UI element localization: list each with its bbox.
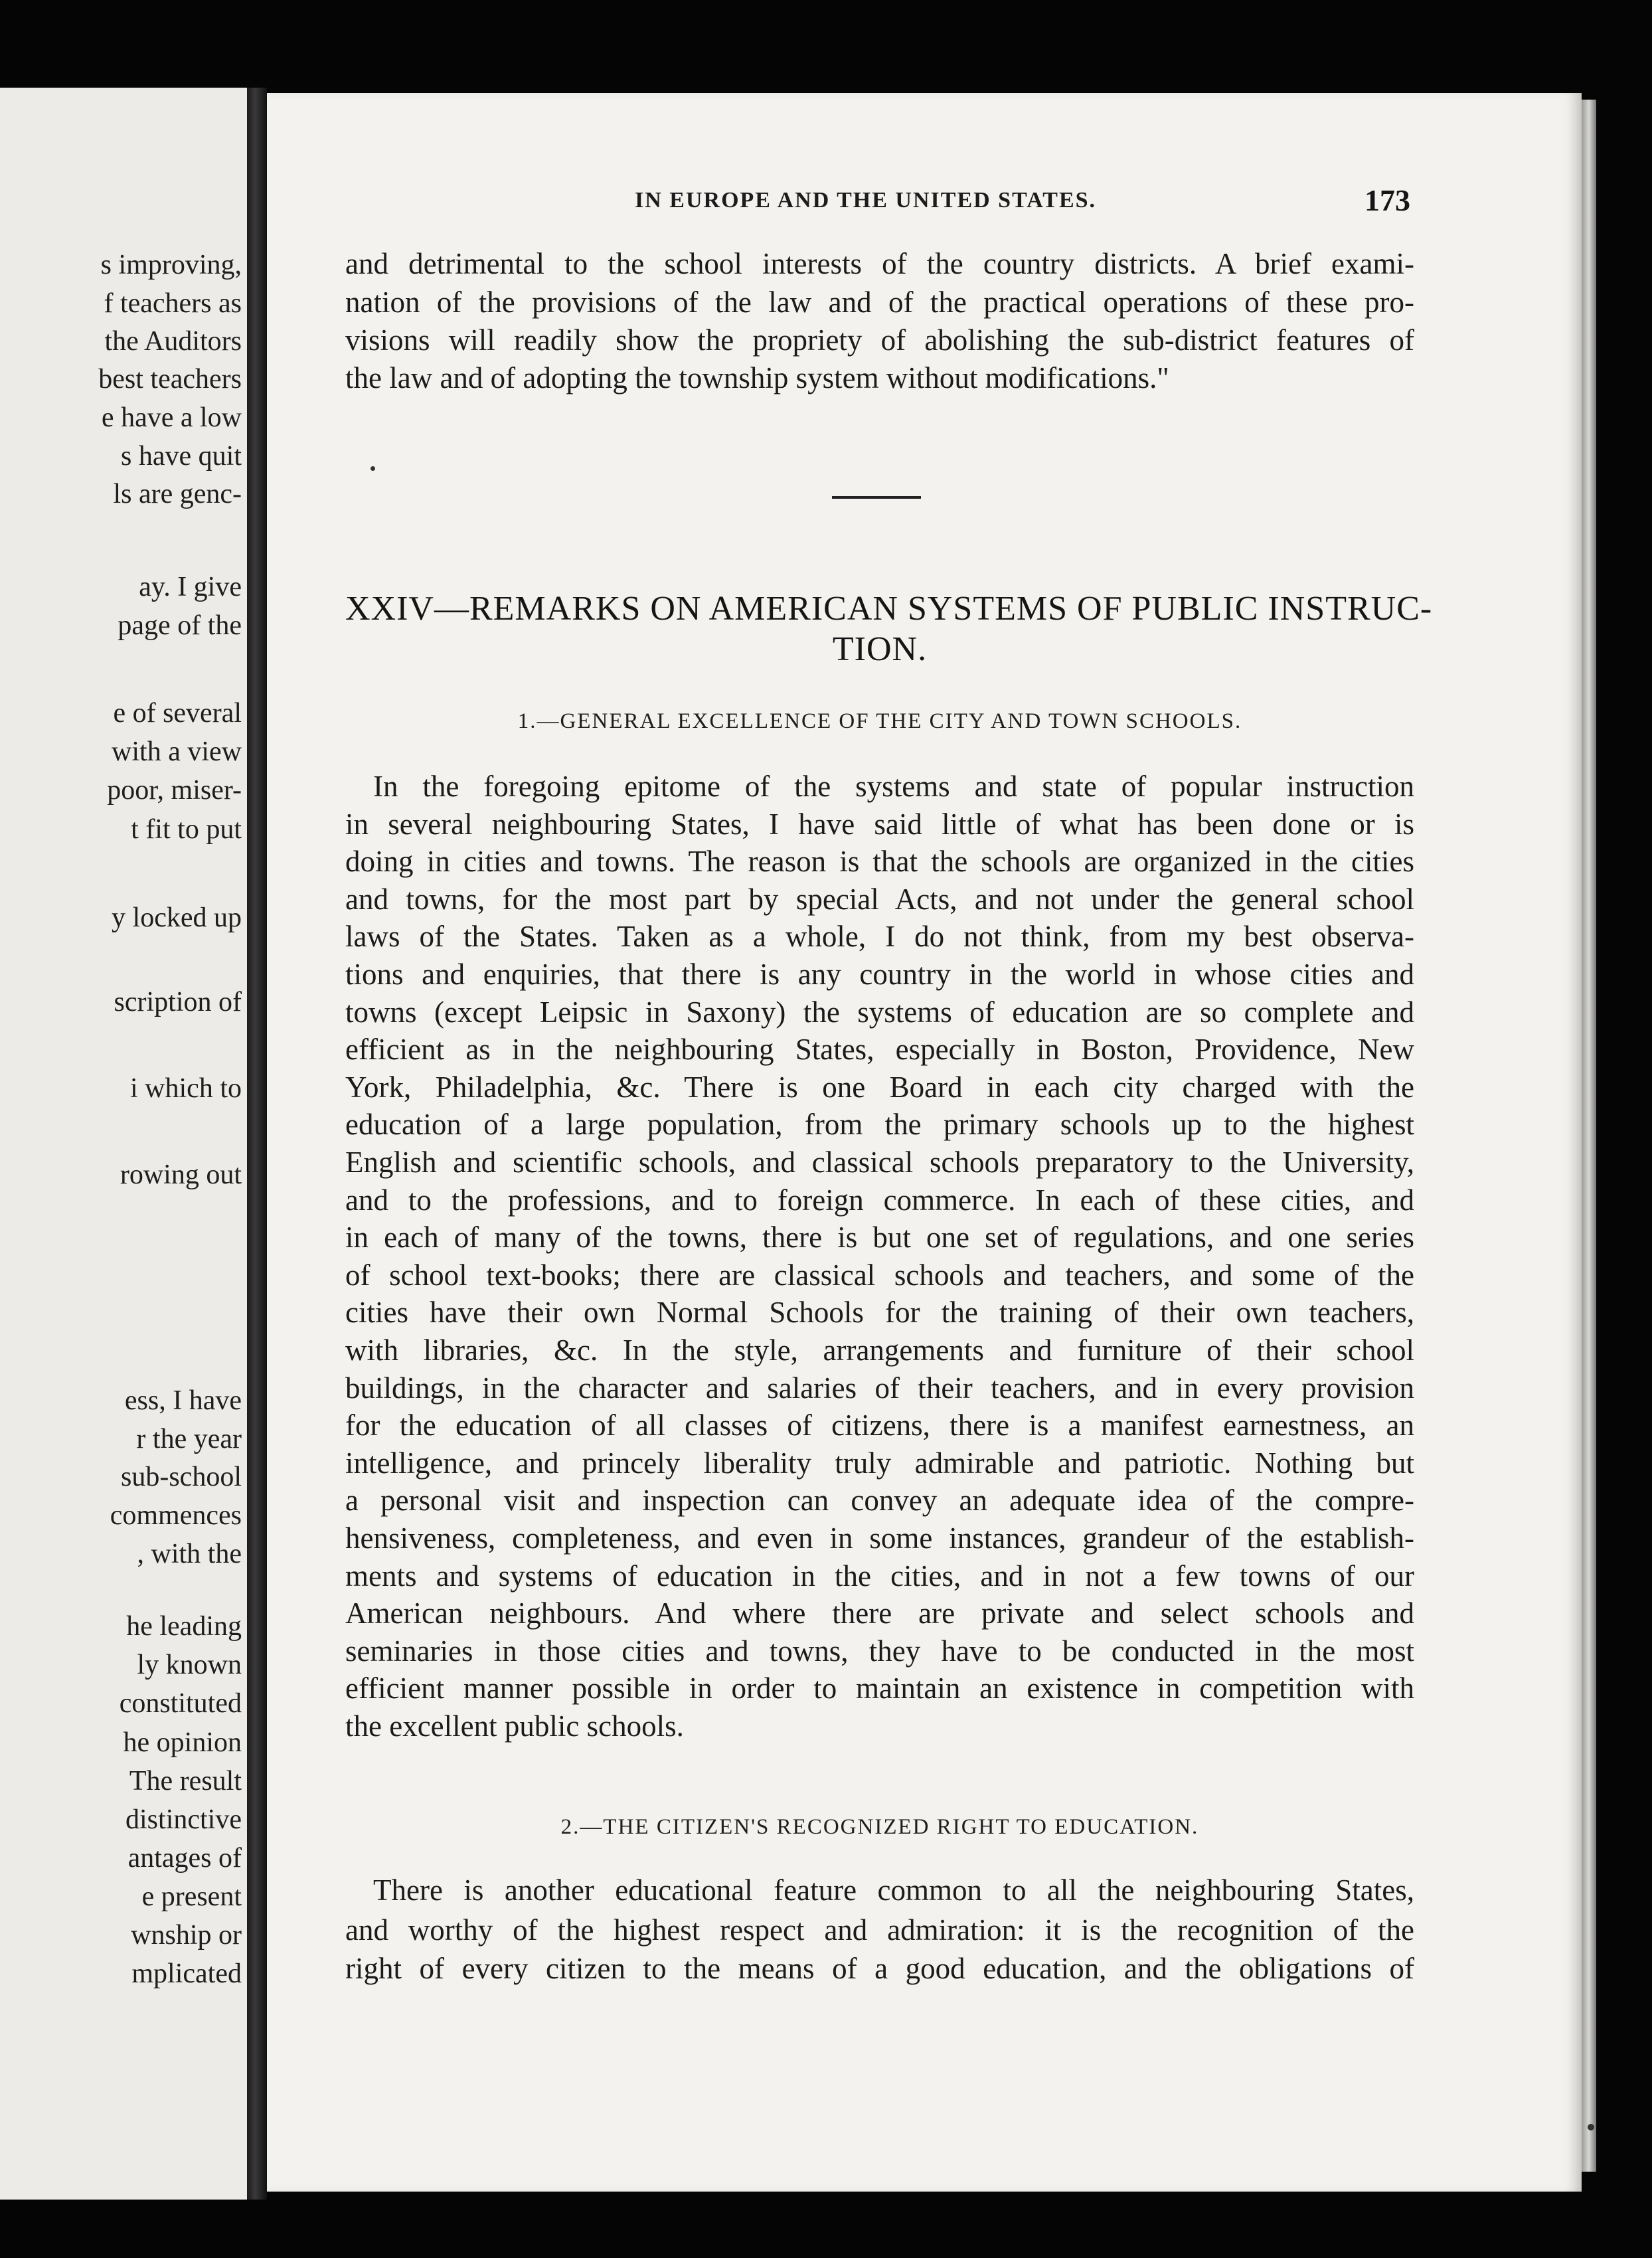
text-line: York, Philadelphia, &c. There is one Board in each city charged with the: [345, 1071, 1414, 1104]
facing-page-line: with a view: [112, 737, 242, 767]
text-line: efficient manner possible in order to maintain an existence in competition with: [345, 1672, 1414, 1705]
section-2-heading: 2.—THE CITIZEN'S RECOGNIZED RIGHT TO EDUCATION.: [560, 1815, 1199, 1839]
text-line: and detrimental to the school interests of the country districts. A brief exami-: [345, 247, 1414, 280]
text-line: seminaries in those cities and towns, they have to be conducted in the most: [345, 1634, 1414, 1668]
facing-page-line: antages of: [127, 1843, 242, 1873]
text-line: with libraries, &c. In the style, arrangements and furniture of their school: [345, 1334, 1414, 1367]
text-line: visions will readily show the propriety of abolishing the sub-district features of: [345, 323, 1414, 357]
facing-page-line: i which to: [130, 1073, 242, 1104]
text-line: in each of many of the towns, there is but one set of regulations, and one series: [345, 1221, 1414, 1254]
page-edge: [1582, 100, 1596, 2172]
facing-page-line: the Auditors: [104, 326, 242, 357]
facing-page-line: e of several: [113, 698, 242, 729]
text-line: for the education of all classes of citizens, there is a manifest earnestness, an: [345, 1409, 1414, 1442]
text-line: There is another educational feature common to all the neighbouring States,: [373, 1873, 1414, 1907]
text-line: education of a large population, from the primary schools up to the highest: [345, 1108, 1414, 1141]
facing-page-line: he leading: [126, 1611, 242, 1642]
facing-page-line: f teachers as: [104, 288, 242, 319]
facing-page-line: e present: [141, 1881, 242, 1912]
text-line: a personal visit and inspection can convey an adequate idea of the compre-: [345, 1484, 1414, 1517]
text-line: towns (except Leipsic in Saxony) the systems of education are so complete and: [345, 996, 1414, 1029]
facing-page-line: best teachers: [98, 364, 242, 394]
print-speck: [1588, 2124, 1594, 2130]
facing-page-line: ls are genc-: [113, 479, 242, 509]
facing-page-line: The result: [129, 1766, 242, 1796]
text-line: efficient as in the neighbouring States, especially in Boston, Providence, New: [345, 1033, 1414, 1066]
text-line: hensiveness, completeness, and even in some instances, grandeur of the establish-: [345, 1521, 1414, 1555]
text-line: doing in cities and towns. The reason is that the schools are organized in the cities: [345, 845, 1414, 878]
text-line: the law and of adopting the township system without modifications.": [345, 361, 1169, 394]
facing-page-line: distinctive: [125, 1804, 242, 1835]
text-line: English and scientific schools, and classical schools preparatory to the University,: [345, 1146, 1414, 1179]
facing-page-line: he opinion: [123, 1727, 242, 1758]
text-line: In the foregoing epitome of the systems and state of popular instruction: [373, 770, 1414, 803]
chapter-title-line-2: TION.: [832, 630, 928, 668]
text-line: right of every citizen to the means of a good education, and the obligations of: [345, 1952, 1414, 1985]
facing-page-line: s improving,: [100, 250, 242, 280]
text-line: the excellent public schools.: [345, 1709, 684, 1743]
text-line: nation of the provisions of the law and of the practical operations of these pro-: [345, 286, 1414, 319]
print-speck: [371, 466, 375, 471]
facing-page-line: ess, I have: [124, 1385, 242, 1416]
facing-page-line: mplicated: [131, 1958, 242, 1989]
book-gutter: [247, 88, 267, 2200]
facing-page-line: sub-school: [121, 1462, 242, 1492]
facing-page-line: s have quit: [121, 441, 242, 472]
section-divider-rule: [832, 496, 921, 499]
text-line: intelligence, and princely liberality truly admirable and patriotic. Nothing but: [345, 1446, 1414, 1480]
text-line: tions and enquiries, that there is any country in the world in whose cities and: [345, 958, 1414, 991]
section-1-heading: 1.—GENERAL EXCELLENCE OF THE CITY AND TOWN SCHOOLS.: [517, 709, 1242, 733]
text-line: laws of the States. Taken as a whole, I do not think, from my best observa-: [345, 920, 1414, 953]
chapter-title-line-1: XXIV—REMARKS ON AMERICAN SYSTEMS OF PUBLIC INSTRUC-: [345, 590, 1433, 628]
facing-page-line: poor, miser-: [107, 775, 242, 806]
text-line: in several neighbouring States, I have said little of what has been done or is: [345, 808, 1414, 841]
facing-page-line: r the year: [136, 1424, 242, 1454]
text-line: cities have their own Normal Schools for the training of their own teachers,: [345, 1296, 1414, 1329]
facing-page-line: wnship or: [131, 1920, 242, 1951]
facing-page-line: scription of: [114, 987, 242, 1017]
facing-page-fragment: [0, 88, 247, 2200]
facing-page-line: t fit to put: [131, 814, 242, 845]
facing-page-line: page of the: [118, 610, 242, 641]
facing-page-line: constituted: [119, 1688, 242, 1719]
facing-page-line: , with the: [137, 1539, 242, 1569]
text-line: and to the professions, and to foreign commerce. In each of these cities, and: [345, 1183, 1414, 1217]
text-line: ments and systems of education in the cities, and in not a few towns of our: [345, 1559, 1414, 1593]
facing-page-line: rowing out: [120, 1160, 242, 1190]
running-head: IN EUROPE AND THE UNITED STATES.: [635, 188, 1097, 213]
page-number: 173: [1364, 183, 1410, 217]
facing-page-line: ly known: [137, 1650, 242, 1680]
facing-page-line: y locked up: [112, 903, 242, 933]
text-line: buildings, in the character and salaries of their teachers, and in every provision: [345, 1371, 1414, 1405]
text-line: of school text-books; there are classical schools and teachers, and some of the: [345, 1259, 1414, 1292]
text-line: and towns, for the most part by special Acts, and not under the general school: [345, 883, 1414, 916]
text-line: American neighbours. And where there are private and select schools and: [345, 1597, 1414, 1630]
facing-page-line: ay. I give: [139, 572, 242, 602]
text-line: and worthy of the highest respect and admiration: it is the recognition of the: [345, 1913, 1414, 1947]
facing-page-line: e have a low: [101, 402, 242, 433]
facing-page-line: commences: [110, 1500, 242, 1531]
